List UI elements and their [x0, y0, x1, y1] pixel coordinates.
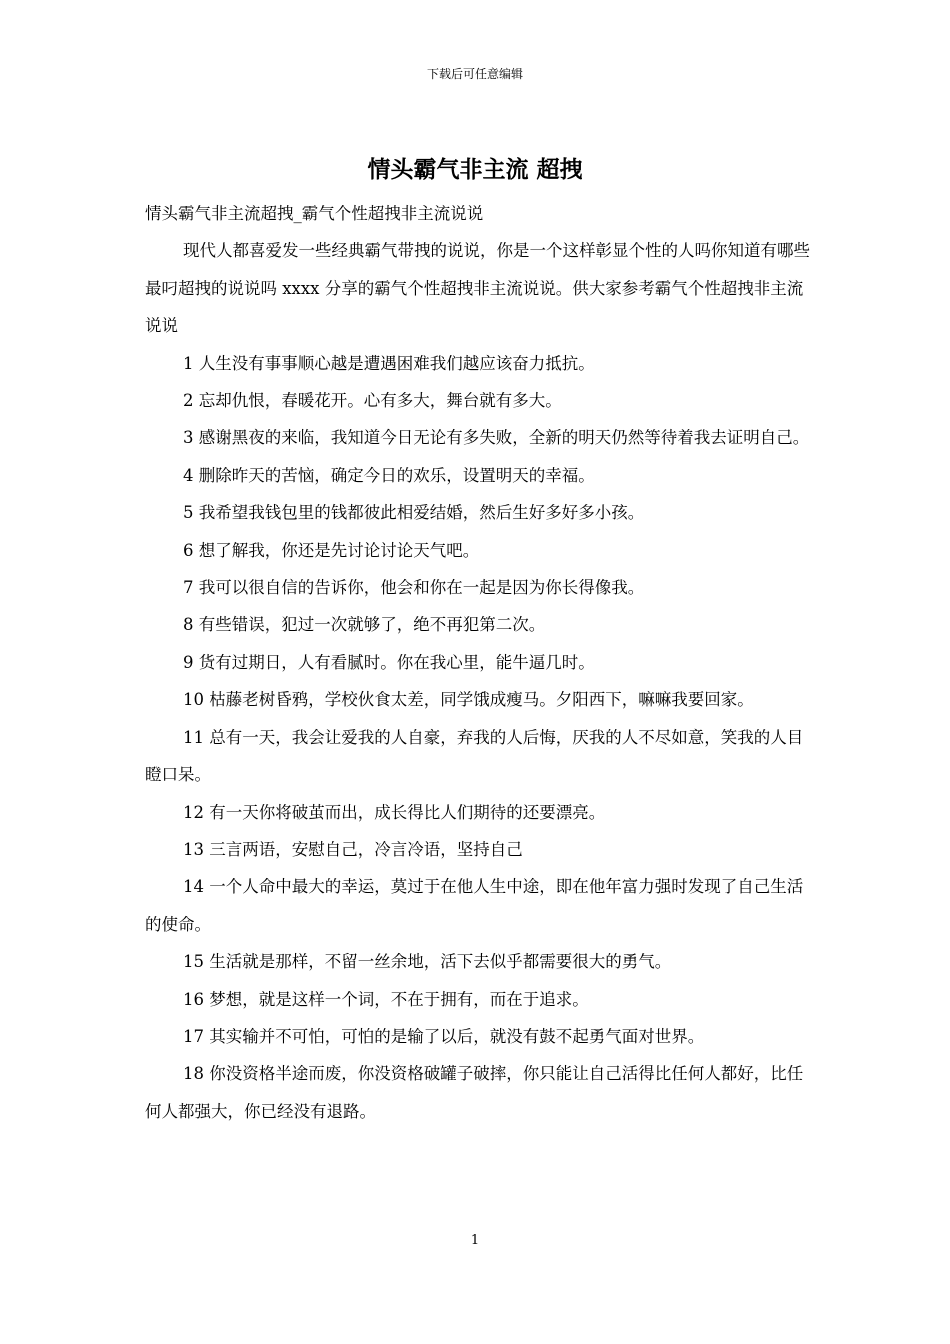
list-item: 11 总有一天，我会让爱我的人自豪，弃我的人后悔，厌我的人不尽如意，笑我的人目瞪口呆。	[145, 727, 804, 785]
list-item: 14 一个人命中最大的幸运，莫过于在他人生中途，即在他年富力强时发现了自己生活的使命。	[145, 877, 804, 934]
list-item: 8 有些错误，犯过一次就够了，绝不再犯第二次。	[183, 615, 546, 635]
list-item: 18 你没资格半途而废，你没资格破罐子破摔，你只能让自己活得比任何人都好，比任何人都强大，你已经没有退路。	[145, 1064, 804, 1121]
list-item: 3 感谢黑夜的来临，我知道今日无论有多失败，全新的明天仍然等待着我去证明自己。	[183, 428, 810, 448]
list-item: 15 生活就是那样，不留一丝余地，活下去似乎都需要很大的勇气。	[183, 952, 672, 972]
list-item: 1 人生没有事事顺心越是遭遇困难我们越应该奋力抵抗。	[183, 353, 595, 373]
list-item: 16 梦想，就是这样一个词，不在于拥有，而在于追求。	[183, 989, 589, 1009]
list-item: 12 有一天你将破茧而出，成长得比人们期待的还要漂亮。	[183, 802, 606, 822]
page-number: 1	[470, 1233, 480, 1248]
list-item: 17 其实输并不可怕，可怕的是输了以后，就没有鼓不起勇气面对世界。	[183, 1026, 705, 1046]
list-item: 6 想了解我，你还是先讨论讨论天气吧。	[183, 540, 480, 560]
list-item: 5 我希望我钱包里的钱都彼此相爱结婚，然后生好多好多小孩。	[183, 503, 645, 523]
intro-paragraph: 现代人都喜爱发一些经典霸气带拽的说说，你是一个这样彰显个性的人吗你知道有哪些最叼超拽的说说吗 xxxx 分享的霸气个性超拽非主流说说。供大家参考霸气个性超拽非主流说说	[145, 241, 810, 336]
header-note: 下载后可任意编辑	[426, 67, 523, 81]
list-item: 2 忘却仇恨，春暖花开。心有多大，舞台就有多大。	[183, 391, 562, 411]
list-item: 4 删除昨天的苦恼，确定今日的欢乐，设置明天的幸福。	[183, 465, 595, 485]
list-item: 9 货有过期日，人有看腻时。你在我心里，能牛逼几时。	[183, 652, 595, 672]
list-item: 10 枯藤老树昏鸦，学校伙食太差，同学饿成瘦马。夕阳西下，嘛嘛我要回家。	[183, 690, 754, 710]
document-body	[145, 195, 810, 1130]
document-title: 情头霸气非主流 超拽	[367, 156, 583, 183]
list-item: 13 三言两语，安慰自己，冷言冷语，坚持自己	[183, 839, 523, 859]
document-subtitle: 情头霸气非主流超拽_霸气个性超拽非主流说说	[145, 204, 484, 223]
list-item: 7 我可以很自信的告诉你，他会和你在一起是因为你长得像我。	[183, 578, 645, 598]
